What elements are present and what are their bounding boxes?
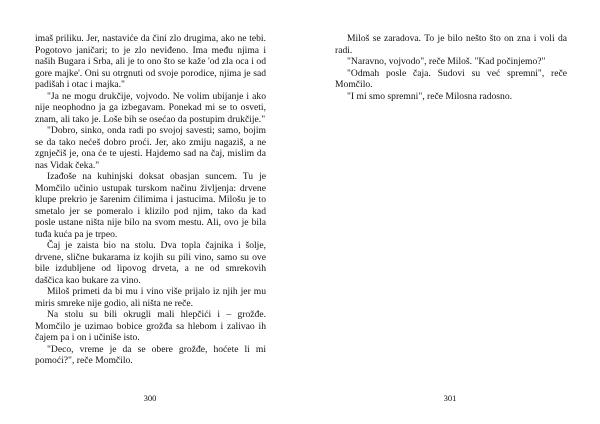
paragraph: "Odmah posle čaja. Sudovi su već spremni", reče Momčilo.	[335, 67, 567, 90]
paragraph: "Dobro, sinko, onda radi po svojoj savesti; samo, bojim se da tako nećeš dobro proći. Jer, ako zmiju nagaziš, a ne zgnječiš je, ona će te ujesti. Hajdemo sad na čaj, mislim da nas Vidak čeka."	[35, 125, 266, 171]
paragraph: Na stolu su bili okrugli mali hlepčići i – grožđe. Momčilo je uzimao bobice grožđa sa hlebom i zalivao ih čajem pa i on i učiniše isto.	[35, 309, 266, 343]
page-number: 301	[443, 393, 457, 403]
paragraph: Miloš primeti da bi mu i vino više prijalo iz njih jer mu miris smreke nije godio, ali ništa ne reče.	[35, 286, 266, 309]
right-page	[300, 0, 600, 424]
paragraph: "I mi smo spremni", reče Milosna radosno.	[347, 90, 513, 102]
paragraph: Miloš se zaradova. To je bilo nešto što on zna i voli da radi.	[335, 33, 567, 56]
page-number: 300	[143, 393, 157, 403]
paragraph: Izađoše na kuhinjski doksat obasjan suncem. Tu je Momčilo učinio ustupak turskom načinu življenja: drvene klupe prekrio je šarenim ćilimima i jastucima. Milošu je to smetalo jer se pomeralo i klizilo pod njim, tako da kad posle ustane ništa nije bilo na svom mestu. Ali, ovo je bila tuđa kuća pa je trpeo.	[35, 171, 266, 240]
paragraph: "Deco, vreme je da se obere grožđe, hoćete li mi pomoći?", reče Momčilo.	[35, 343, 266, 366]
left-page-text	[35, 33, 266, 367]
paragraph: "Naravno, vojvodo", reče Miloš. "Kad počinjemo?"	[347, 56, 546, 67]
paragraph: Čaj je zaista bio na stolu. Dva topla čajnika i šolje, drvene, slične bukarama iz kojih su pili vino, samo su ove bile izdubljene od lipovog drveta, a ne od smrekovih daščica kao bukare za vino.	[35, 240, 266, 286]
paragraph: imaš priliku. Jer, nastaviće da čini zlo drugima, ako ne tebi. Pogotovo janičari; to je zlo neviđeno. Ima među njima i naših Bugara i Srba, ali je to ono što se kaže 'od zla oca i od gore majke'. Oni su otrgnuti od svoje porodice, njima je sad padišah i otac i majka."	[35, 33, 266, 90]
paragraph: "Ja ne mogu drukčije, vojvodo. Ne volim ubijanje i ako nije neophodno ja ga izbegavam. Ponekad mi se to osveti, znam, ali tako je. Loše bih se osećao da postupim drukčije."	[35, 90, 266, 125]
right-page-text	[335, 33, 567, 102]
